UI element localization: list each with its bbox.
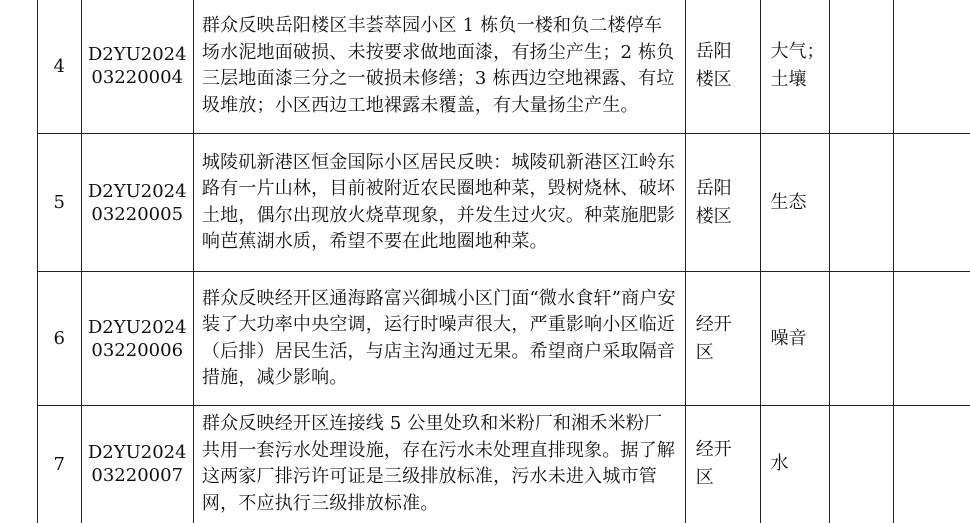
complaint-description: 城陵矶新港区恒金国际小区居民反映：城陵矶新港区江岭东路有一片山林，目前被附近农民圈地种菜，毁树烧林、破坏土地，偶尔出现放火烧草现象，并发生过火灾。种菜施肥影响芭蕉湖水质，希望不要在此地圈地种菜。 <box>193 134 685 272</box>
pollution-type-line2: 土壤 <box>771 66 830 94</box>
empty-cell <box>830 0 893 134</box>
pollution-type <box>760 134 830 272</box>
empty-cell <box>893 272 970 406</box>
empty-cell <box>830 134 893 272</box>
case-code <box>81 406 193 523</box>
empty-cell <box>893 134 970 272</box>
district-line2: 区 <box>696 464 760 492</box>
district-line1: 岳阳 <box>696 175 760 203</box>
pollution-type <box>760 272 830 406</box>
case-code <box>81 272 193 406</box>
empty-cell <box>830 272 893 406</box>
district-line1: 经开 <box>696 311 760 339</box>
pollution-type-line1: 生态 <box>771 189 830 217</box>
empty-cell <box>830 406 893 523</box>
case-code-part2: 03220004 <box>82 66 193 89</box>
row-number: 5 <box>38 134 82 272</box>
pollution-type <box>760 0 830 134</box>
empty-cell <box>893 0 970 134</box>
case-code-part2: 03220005 <box>82 203 193 226</box>
district-line1: 岳阳 <box>696 38 760 66</box>
empty-cell <box>893 406 970 523</box>
case-code-part1: D2YU2024 <box>82 43 193 66</box>
row-number: 7 <box>38 406 82 523</box>
complaint-description: 群众反映岳阳楼区丰荟萃园小区 1 栋负一楼和负二楼停车场水泥地面破损、未按要求做地面漆，有扬尘产生；2 栋负三层地面漆三分之一破损未修缮；3 栋西边空地裸露、有垃圾堆放；小区西边工地裸露未覆盖，有大量扬尘产生。 <box>193 0 685 134</box>
table-row <box>38 0 970 134</box>
complaint-description: 群众反映经开区连接线 5 公里处玖和米粉厂和湘禾米粉厂共用一套污水处理设施，存在污水未处理直排现象。据了解这两家厂排污许可证是三级排放标准，污水未进入城市管网，不应执行三级排放标准。 <box>193 406 685 523</box>
case-code-part1: D2YU2024 <box>82 441 193 464</box>
case-code <box>81 0 193 134</box>
complaint-description: 群众反映经开区通海路富兴御城小区门面“微水食轩”商户安装了大功率中央空调，运行时噪声很大，严重影响小区临近（后排）居民生活，与店主沟通过无果。希望商户采取隔音措施，减少影响。 <box>193 272 685 406</box>
pollution-type-line1: 噪音 <box>771 325 830 353</box>
district-line2: 楼区 <box>696 66 760 94</box>
district-line2: 楼区 <box>696 203 760 231</box>
district-line1: 经开 <box>696 436 760 464</box>
complaint-table <box>37 0 970 523</box>
pollution-type-line1: 水 <box>771 450 830 478</box>
case-code-part1: D2YU2024 <box>82 180 193 203</box>
district <box>685 134 760 272</box>
pollution-type <box>760 406 830 523</box>
case-code <box>81 134 193 272</box>
case-code-part2: 03220006 <box>82 339 193 362</box>
district <box>685 272 760 406</box>
district <box>685 406 760 523</box>
table-row <box>38 272 970 406</box>
case-code-part2: 03220007 <box>82 464 193 487</box>
district <box>685 0 760 134</box>
table-row <box>38 406 970 523</box>
row-number: 6 <box>38 272 82 406</box>
row-number: 4 <box>38 0 82 134</box>
table-row <box>38 134 970 272</box>
pollution-type-line1: 大气； <box>771 38 830 66</box>
district-line2: 区 <box>696 339 760 367</box>
case-code-part1: D2YU2024 <box>82 316 193 339</box>
